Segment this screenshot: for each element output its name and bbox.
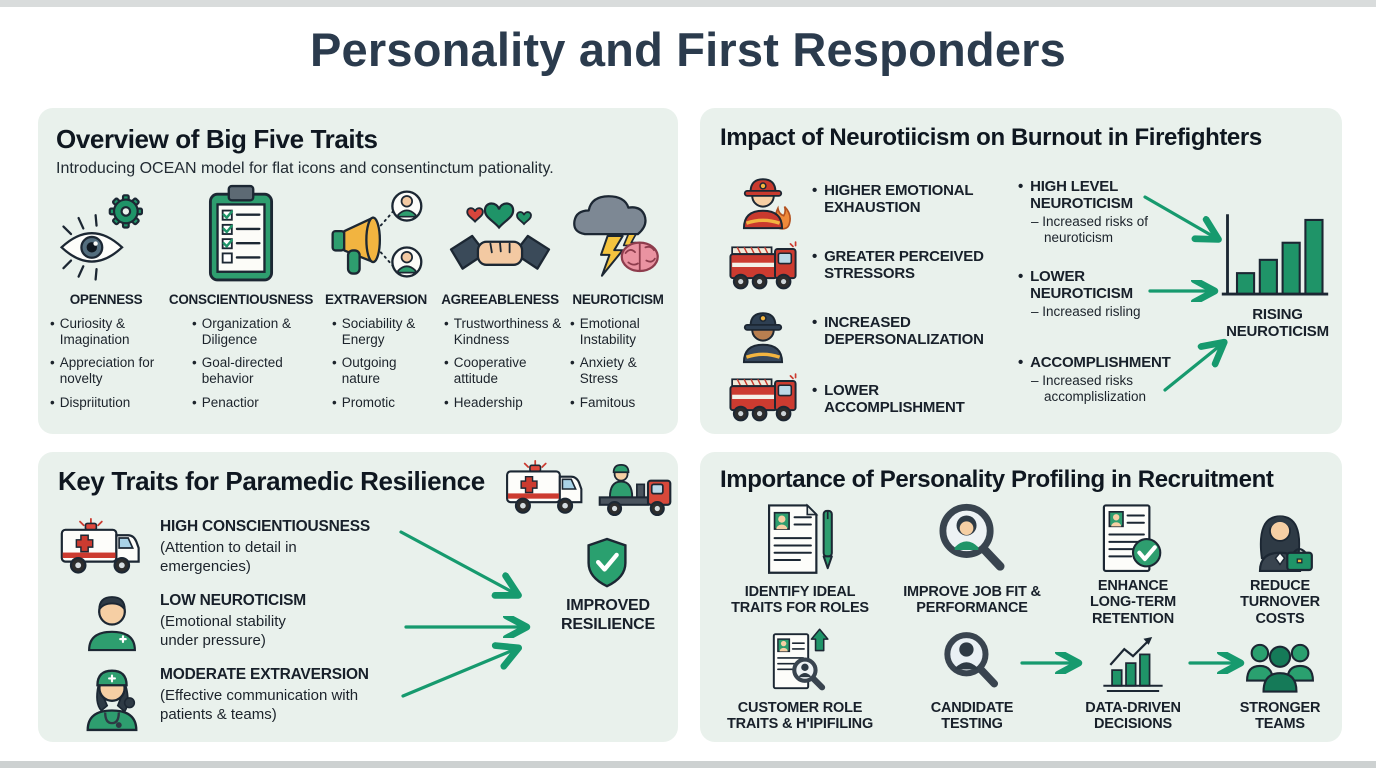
trait-column-conscientiousness [168,178,314,418]
firefighter-dark-icon [734,304,792,364]
trait-bullet: • Appreciation for novelty [50,355,162,386]
trait-name: CONSCIENTIOUSNESS [168,292,314,307]
trait-item: MODERATE EXTRAVERSION (Effective communication with patients & teams) [160,666,369,724]
bars [1237,220,1323,294]
paramedic-truck-icon [596,460,674,518]
handshake-hearts-icon [438,178,562,284]
step-label: DATA-DRIVEN DECISIONS [1085,700,1181,733]
paramedic-man-icon [80,586,144,652]
data-chart-icon [1094,630,1172,698]
role-profile-search-icon [761,626,839,698]
trait-item: LOW NEUROTICISM (Emotional stability under pressure) [160,592,306,650]
businesswoman-briefcase-icon [1240,498,1320,582]
fire-truck-icon [727,240,799,294]
step-label: CANDIDATE TESTING [930,700,1014,733]
arrow-right [402,616,540,638]
step-label: CUSTOMER ROLE TRAITS & H'IPIFILING [726,700,874,733]
trait-bullet: • Penactior [192,395,314,411]
page-title: Personality and First Responders [310,23,1066,76]
arrow-right [1146,280,1228,302]
big-five-title: Overview of Big Five Traits [56,124,378,154]
arrow-down-right [1140,192,1230,250]
trait-bullet: • Organization & Diligence [192,316,314,347]
burnout-effect: • HIGHER EMOTIONAL EXHAUSTION [812,182,1007,216]
ambulance-icon [501,460,587,518]
neuroticism-level-item: • HIGH LEVEL NEUROTICISM – Increased risks of neuroticism [1018,178,1170,247]
fire-truck-icon [727,372,799,426]
trait-bullet: • Sociability & Energy [332,316,434,347]
shield-check-icon [583,536,631,590]
step-label: STRONGER TEAMS [1239,700,1321,733]
candidate-search-icon [937,628,1007,698]
trait-column-neuroticism [566,178,670,418]
trait-name: AGREEABLENESS [441,292,559,307]
trait-bullet: • Promotic [332,395,434,411]
benefit-label: IMPROVE JOB FIT & PERFORMANCE [903,584,1041,617]
trait-name: OPENNESS [69,292,143,307]
big-five-subtitle: Introducing OCEAN model for flat icons and consentinctum pationality. [56,160,554,177]
recruitment-title: Importance of Personality Profiling in Recruitment [720,466,1274,493]
outcome-label: IMPROVED RESILIENCE [560,597,656,634]
top-edge-band [0,0,1376,7]
trait-name: EXTRAVERSION [325,292,427,307]
benefit-label: REDUCE TURNOVER COSTS [1240,578,1320,627]
trait-bullet: • Emotional Instability [570,316,670,347]
burnout-effect: • GREATER PERCEIVED STRESSORS [812,248,1007,282]
trait-bullet: • Headership [444,395,562,411]
trait-bullet: • Outgoing nature [332,355,434,386]
resilience-panel [38,452,678,742]
paramedic-woman-icon [78,656,146,732]
trait-bullet: • Trustworthiness & Kindness [444,316,562,347]
firefighter-icon [734,170,792,230]
arrow-down-right [396,526,534,608]
chart-label: RISING NEUROTICISM [1226,306,1329,341]
trait-column-agreeableness [438,178,562,418]
burnout-effect: • LOWER ACCOMPLISHMENT [812,382,992,416]
benefit-label: IDENTIFY IDEAL TRAITS FOR ROLES [731,584,869,617]
eye-gear-icon [50,178,162,284]
clipboard-checklist-icon [168,178,314,284]
resume-pen-icon [760,498,840,582]
ambulance-icon [58,518,142,578]
neuroticism-level-item: • ACCOMPLISHMENT – Increased risks accomplislization [1018,354,1178,405]
benefit-label: ENHANCE LONG-TERM RETENTION [1090,578,1176,627]
big-five-panel [38,108,678,434]
neuroticism-level-item: • LOWER NEUROTICISM – Increased risling [1018,268,1178,320]
document-check-icon [1093,498,1173,582]
rising-neuroticism-chart [1218,210,1332,304]
burnout-title: Impact of Neurotiicism on Burnout in Firefighters [720,124,1262,151]
trait-bullet: • Cooperative attitude [444,355,562,386]
recruitment-panel [700,452,1342,742]
bottom-edge-band [0,761,1376,768]
trait-bullet: • Anxiety & Stress [570,355,670,386]
trait-bullet: • Famitous [570,395,670,411]
trait-bullet: • Dispriitution [50,395,162,411]
trait-name: NEUROTICISM [572,292,664,307]
trait-bullet: • Curiosity & Imagination [50,316,162,347]
burnout-panel [700,108,1342,434]
trait-item: HIGH CONSCIENTIOUSNESS (Attention to detail in emergencies) [160,518,371,576]
arrow-right [1018,652,1090,674]
trait-column-openness [50,178,162,418]
trait-bullet: • Goal-directed behavior [192,355,314,386]
megaphone-people-icon [318,178,434,284]
arrow-right [1186,652,1254,674]
storm-brain-icon [566,178,670,284]
magnifier-candidate-icon [932,498,1012,582]
arrow-up-right [1160,334,1236,398]
trait-column-extraversion [318,178,434,418]
resilience-title: Key Traits for Paramedic Resilience [58,466,485,496]
burnout-effect: • INCREASED DEPERSONALIZATION [812,314,1012,348]
arrow-up-right [398,640,534,704]
